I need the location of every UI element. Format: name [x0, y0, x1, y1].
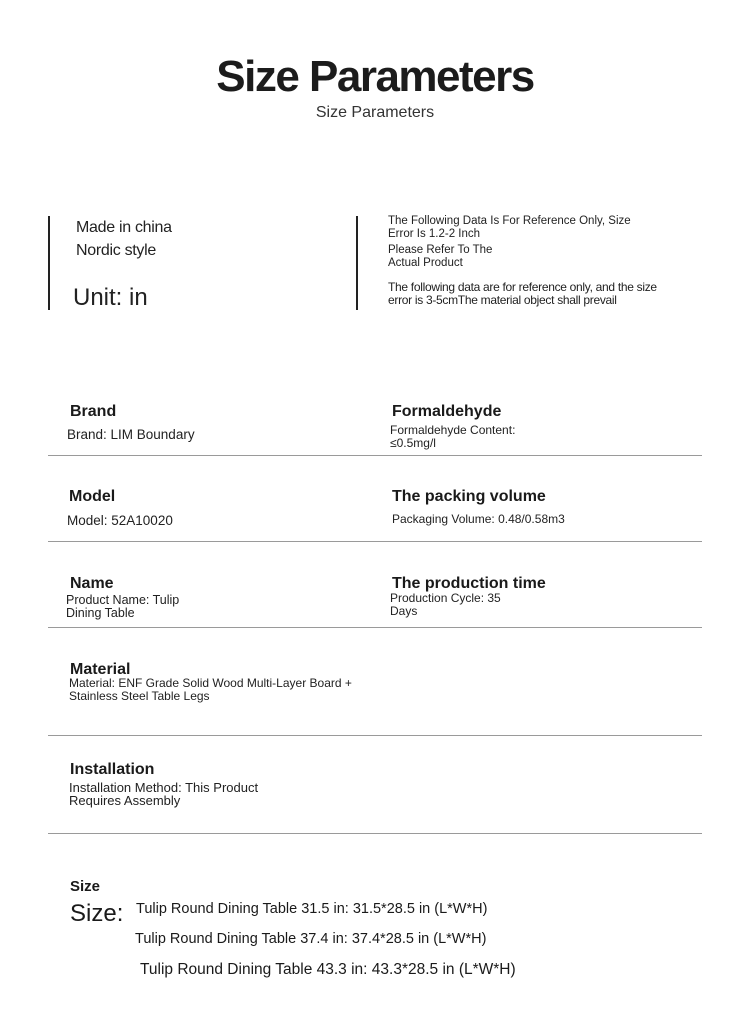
unit-text: Unit: in — [73, 284, 148, 311]
brand-label: Brand — [70, 403, 117, 420]
material-label: Material — [70, 661, 131, 678]
reference-note: The Following Data Is For Reference Only, Size Error Is 1.2-2 Inch — [388, 215, 631, 240]
right-divider-bar — [356, 216, 358, 310]
material-value: Material: ENF Grade Solid Wood Multi-Layer Board + Stainless Steel Table Legs — [69, 676, 352, 703]
size-row: Tulip Round Dining Table 37.4 in: 37.4*28.5 in (L*W*H) — [135, 931, 487, 947]
name-label: Name — [70, 575, 114, 592]
production-time-value: Production Cycle: 35 Days — [390, 591, 501, 618]
row-divider — [48, 455, 702, 456]
size-row: Tulip Round Dining Table 31.5 in: 31.5*28.5 in (L*W*H) — [136, 901, 488, 917]
style-text: Nordic style — [76, 242, 156, 259]
production-time-label: The production time — [392, 575, 546, 592]
name-value: Product Name: Tulip Dining Table — [66, 593, 180, 620]
size-row: Tulip Round Dining Table 43.3 in: 43.3*28.5 in (L*W*H) — [140, 961, 516, 978]
size-big-label: Size: — [70, 900, 124, 927]
formaldehyde-value: Formaldehyde Content: ≤0.5mg/l — [390, 423, 516, 450]
row-divider — [48, 541, 702, 542]
model-value: Model: 52A10020 — [67, 513, 173, 528]
installation-label: Installation — [70, 761, 155, 778]
formaldehyde-label: Formaldehyde — [392, 403, 502, 420]
installation-value: Installation Method: This Product Requires Assembly — [69, 780, 259, 808]
origin-text: Made in china — [76, 219, 172, 236]
left-divider-bar — [48, 216, 50, 310]
error-note: The following data are for reference only, and the size error is 3-5cmThe material object shall prevail — [388, 280, 657, 307]
model-label: Model — [69, 488, 116, 505]
refer-product-note: Please Refer To The Actual Product — [388, 244, 493, 269]
size-label: Size — [70, 878, 101, 895]
brand-value: Brand: LIM Boundary — [67, 427, 195, 442]
packing-volume-label: The packing volume — [392, 488, 546, 505]
row-divider — [48, 833, 702, 834]
page-subtitle: Size Parameters — [315, 104, 435, 121]
packing-volume-value: Packaging Volume: 0.48/0.58m3 — [392, 512, 565, 526]
page-title: Size Parameters — [216, 52, 534, 101]
row-divider — [48, 735, 702, 736]
row-divider — [48, 627, 702, 628]
